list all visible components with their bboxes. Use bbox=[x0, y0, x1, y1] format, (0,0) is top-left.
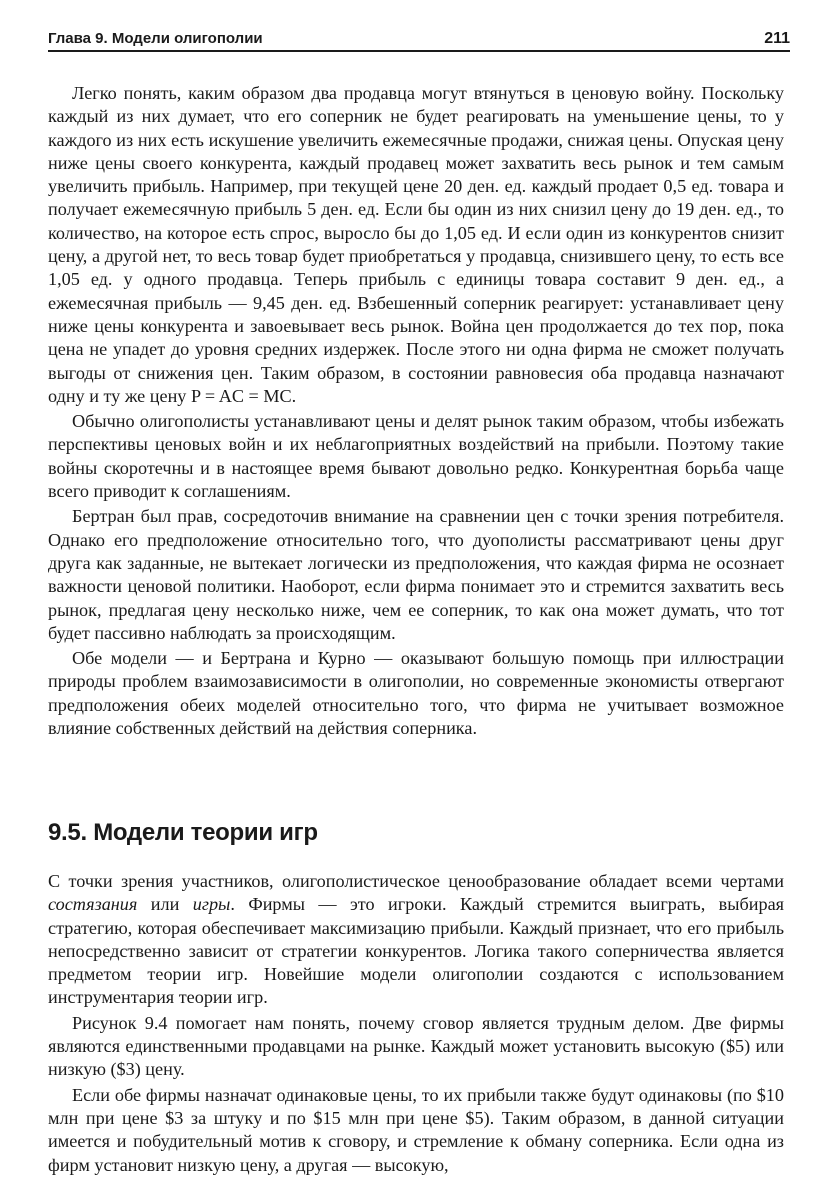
body-text-section bbox=[48, 870, 784, 1177]
paragraph: Обычно олигополисты устанавливают цены и делят рынок таким образом, чтобы избежать перспективы ценовых войн и их неблагоприятных воздействий на прибыли. Поэтому такие войны скоротечны и в настоящее время бывают довольно редко. Конкурентная борьба чаще всего приводит к соглашениям. bbox=[48, 411, 784, 502]
running-header bbox=[48, 28, 790, 52]
paragraph bbox=[48, 870, 784, 1010]
intro-text: или bbox=[137, 894, 193, 915]
term-game: игры bbox=[192, 894, 231, 915]
paragraph: Рисунок 9.4 помогает нам понять, почему сговор является трудным делом. Две фирмы являются единственными продавцами на рынке. Каждый может установить высокую ($5) или низкую ($3) цену. bbox=[48, 1012, 784, 1080]
page-number: 211 bbox=[764, 30, 790, 47]
term-competition: состязания bbox=[48, 894, 138, 915]
chapter-title: Глава 9. Модели олигополии bbox=[48, 30, 263, 47]
section-heading: 9.5. Модели теории игр bbox=[48, 819, 318, 846]
paragraph: Обе модели — и Бертрана и Курно — оказывают большую помощь при иллюстрации природы проблем взаимозависимости в олигополии, но современные экономисты отвергают предположения обеих моделей относительно того, что фирма не учитывает возможное влияние собственных действий на действия соперника. bbox=[48, 648, 784, 739]
intro-text: . Фирмы — это игроки. Каждый стремится выиграть, выбирая стратегию, которая обеспечивает максимизацию прибыли. Каждый признает, что его прибыль непосредственно зависит от стратегии конкурентов. Логика такого соперничества является предметом теории игр. Новейшие модели олигополии создаются с использованием инструментария теории игр. bbox=[48, 894, 785, 1008]
paragraph: Если обе фирмы назначат одинаковые цены, то их прибыли также будут одинаковы (по $10 млн при цене $3 за штуку и по $15 млн при цене $5). Таким образом, в данной ситуации имеется и побудительный мотив к сговору, и стремление к обману соперника. Если одна из фирм установит низкую цену, а другая — высокую, bbox=[48, 1084, 784, 1175]
paragraph: Бертран был прав, сосредоточив внимание на сравнении цен с точки зрения потребителя. Однако его предположение относительно того, что дуополисты рассматривают цены друг друга как заданные, не вытекает логически из предположения, что каждая фирма не осознает важности ценовой политики. Наоборот, если фирма понимает это и стремится захватить весь рынок, предлагая цену несколько ниже, чем ее соперник, то как она может думать, что тот будет пассивно наблюдать за происходящим. bbox=[48, 506, 784, 643]
paragraph: Легко понять, каким образом два продавца могут втянуться в ценовую войну. Поскольку каждый из них думает, что его соперник не будет реагировать на уменьшение цены, то у каждого из них есть искушение увеличить ежемесячные продажи, снижая цены. Опуская цену ниже цены своего конкурента, каждый продавец может захватить весь рынок и тем самым увеличить прибыль. Например, при текущей цене 20 ден. ед. каждый продает 0,5 ед. товара и получает ежемесячную прибыль 5 ден. ед. Если бы один из них снизил цену до 19 ден. ед., то количество, на которое есть спрос, выросло бы до 1,05 ед. И если один из конкурентов снизит цену, а другой нет, то весь товар будет приобретаться у продавца, снизившего цену, то есть все 1,05 ед. у одного продавца. Теперь прибыль с единицы товара составит 9 ден. ед., а ежемесячная прибыль — 9,45 ден. ед. Взбешенный соперник реагирует: устанавливает цену ниже цены конкурента и завоевывает весь рынок. Война цен продолжается до тех пор, пока цена не упадет до уровня средних издержек. После этого ни одна фирма не сможет получать выгоды от снижения цен. Таким образом, в состоянии равновесия оба продавца назначают одну и ту же цену P = AC = MC. bbox=[48, 83, 784, 406]
intro-text: С точки зрения участников, олигополистическое ценообразование обладает всеми чертами bbox=[48, 871, 784, 891]
body-text-upper bbox=[48, 82, 784, 740]
